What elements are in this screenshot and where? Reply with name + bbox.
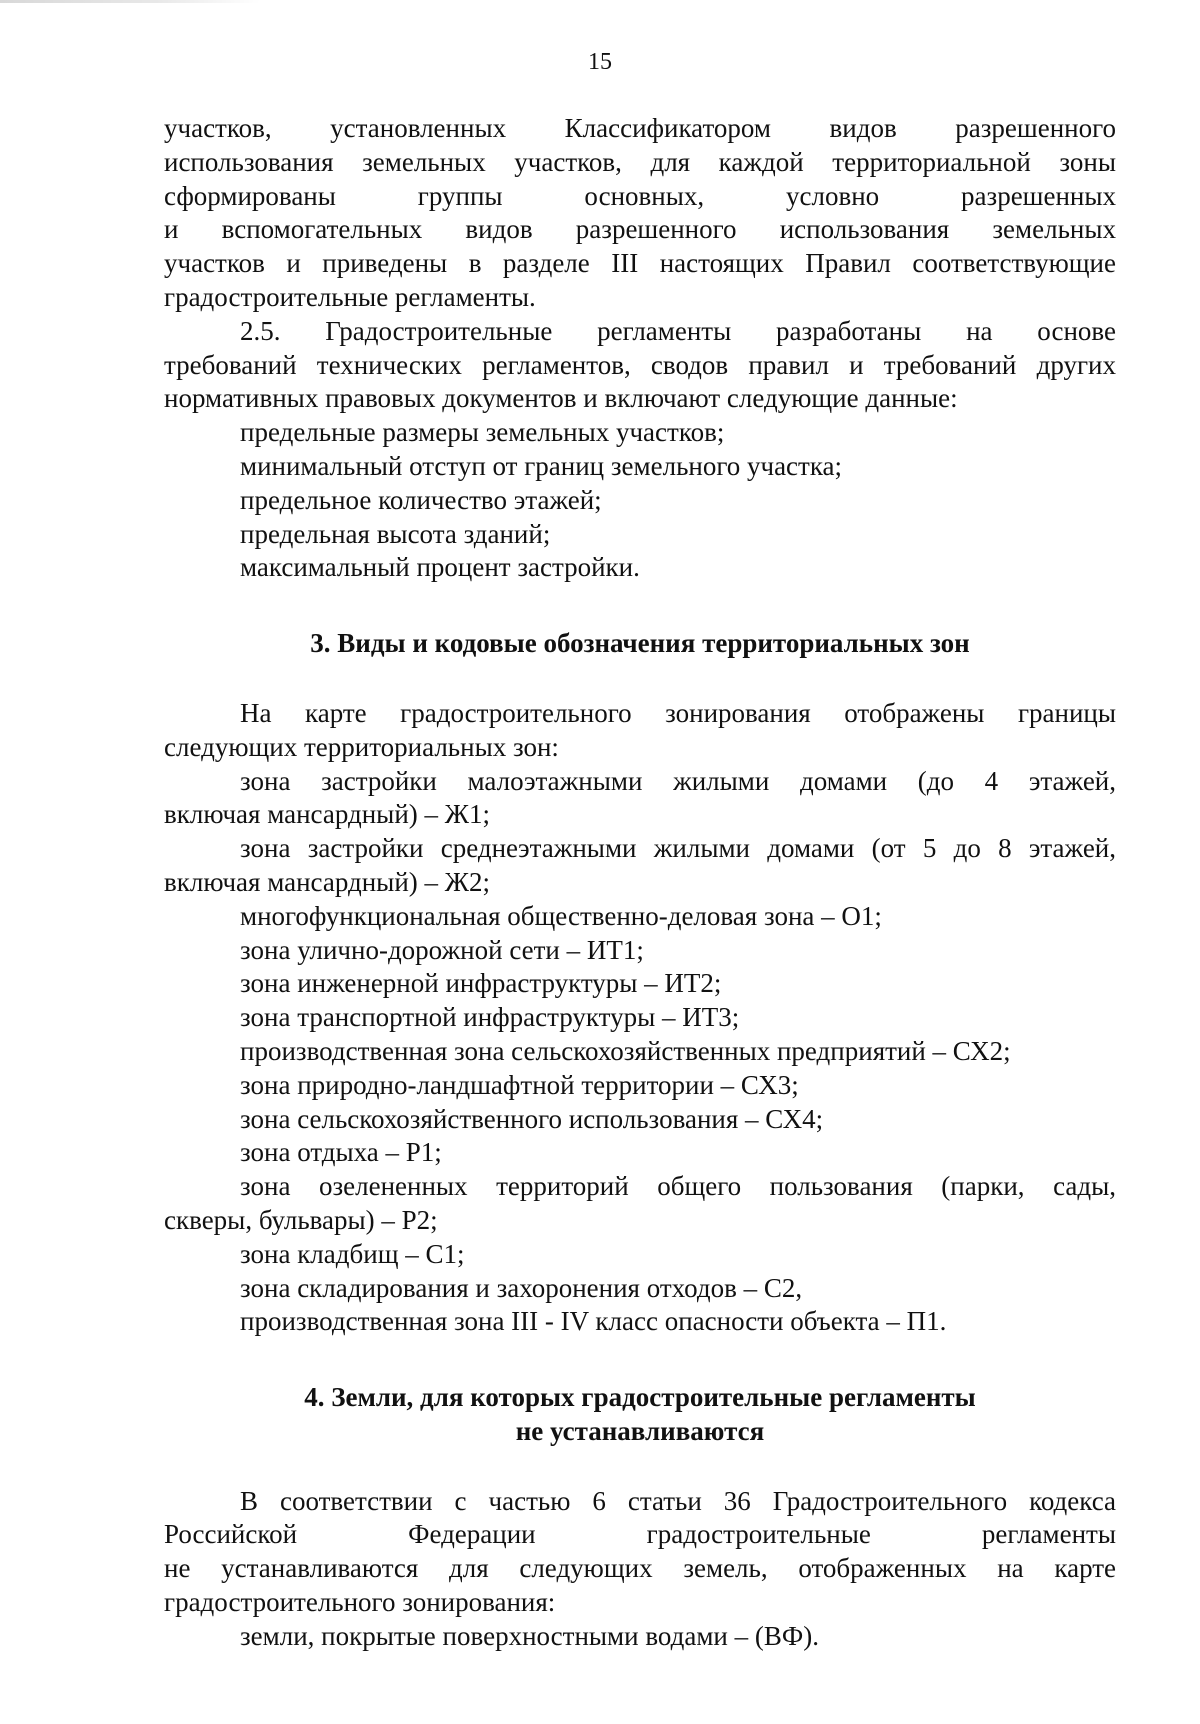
list-item: максимальный процент застройки.	[240, 552, 640, 583]
text-line: участков и приведены в разделе III настоящих Правил соответствующие	[164, 248, 1116, 279]
regulation-items-list	[164, 416, 1116, 585]
list-item: зона застройки малоэтажными жилыми домами (до 4 этажей,	[240, 765, 1116, 796]
section4-heading-line: не устанавливаются	[515, 1415, 765, 1446]
list-item: земли, покрытые поверхностными водами – (ВФ).	[240, 1620, 819, 1651]
list-item: зона инженерной инфраструктуры – ИТ2;	[240, 968, 722, 999]
list-item: производственная зона III - IV класс опасности объекта – П1.	[240, 1306, 947, 1337]
text-line: нормативных правовых документов и включают следующие данные:	[164, 383, 958, 414]
list-item: зона застройки среднеэтажными жилыми домами (от 5 до 8 этажей,	[240, 833, 1116, 864]
text-line: следующих территориальных зон:	[164, 731, 559, 762]
list-item: многофункциональная общественно-деловая зона – О1;	[240, 900, 882, 931]
list-item: зона отдыха – Р1;	[240, 1137, 442, 1168]
text-line: использования земельных участков, для каждой территориальной зоны	[164, 146, 1116, 177]
text-line: требований технических регламентов, сводов правил и требований других	[164, 349, 1116, 380]
section4-heading-line: 4. Земли, для которых градостроительные регламенты	[304, 1382, 976, 1413]
list-item: предельная высота зданий;	[240, 518, 551, 549]
text-line: 2.5. Градостроительные регламенты разработаны на основе	[240, 315, 1116, 346]
list-item-continuation: включая мансардный) – Ж1;	[164, 799, 490, 830]
list-item-continuation: скверы, бульвары) – Р2;	[164, 1204, 438, 1235]
section4-intro	[164, 1485, 1116, 1620]
list-item: предельные размеры земельных участков;	[240, 417, 725, 448]
list-item: зона природно-ландшафтной территории – СХ3;	[240, 1069, 799, 1100]
text-line: участков, установленных Классификатором видов разрешенного	[164, 113, 1116, 143]
page-number: 15	[588, 49, 612, 75]
section3-intro	[164, 697, 1116, 765]
zones-list	[164, 765, 1116, 1340]
text-line: не устанавливаются для следующих земель, отображенных на карте	[164, 1553, 1116, 1584]
paragraph-2-5	[164, 315, 1116, 416]
section4-heading	[164, 1381, 1116, 1449]
list-item: зона озелененных территорий общего пользования (парки, сады,	[240, 1171, 1116, 1202]
text-line: градостроительные регламенты.	[164, 281, 536, 312]
text-line: и вспомогательных видов разрешенного использования земельных	[164, 214, 1116, 245]
text-line: градостроительного зонирования:	[164, 1587, 556, 1618]
list-item: зона улично-дорожной сети – ИТ1;	[240, 934, 644, 965]
scan-edge-mark	[0, 0, 260, 3]
list-item: зона сельскохозяйственного использования – СХ4;	[240, 1103, 824, 1134]
document-body	[164, 112, 1116, 1654]
list-item: зона транспортной инфраструктуры – ИТ3;	[240, 1002, 740, 1033]
section3-heading: 3. Виды и кодовые обозначения территориальных зон	[310, 628, 970, 659]
text-line: сформированы группы основных, условно разрешенных	[164, 180, 1116, 211]
section2-continuation-paragraph	[164, 112, 1116, 315]
list-item: производственная зона сельскохозяйственных предприятий – СХ2;	[240, 1035, 1011, 1066]
list-item: зона складирования и захоронения отходов – С2,	[240, 1272, 803, 1303]
list-item: зона кладбищ – С1;	[240, 1238, 465, 1269]
list-item-continuation: включая мансардный) – Ж2;	[164, 866, 490, 897]
text-line: На карте градостроительного зонирования отображены границы	[240, 697, 1116, 728]
list-item: минимальный отступ от границ земельного участка;	[240, 450, 843, 481]
text-line: Российской Федерации градостроительные регламенты	[164, 1519, 1116, 1550]
list-item: предельное количество этажей;	[240, 484, 602, 515]
text-line: В соответствии с частью 6 статьи 36 Градостроительного кодекса	[240, 1485, 1116, 1516]
